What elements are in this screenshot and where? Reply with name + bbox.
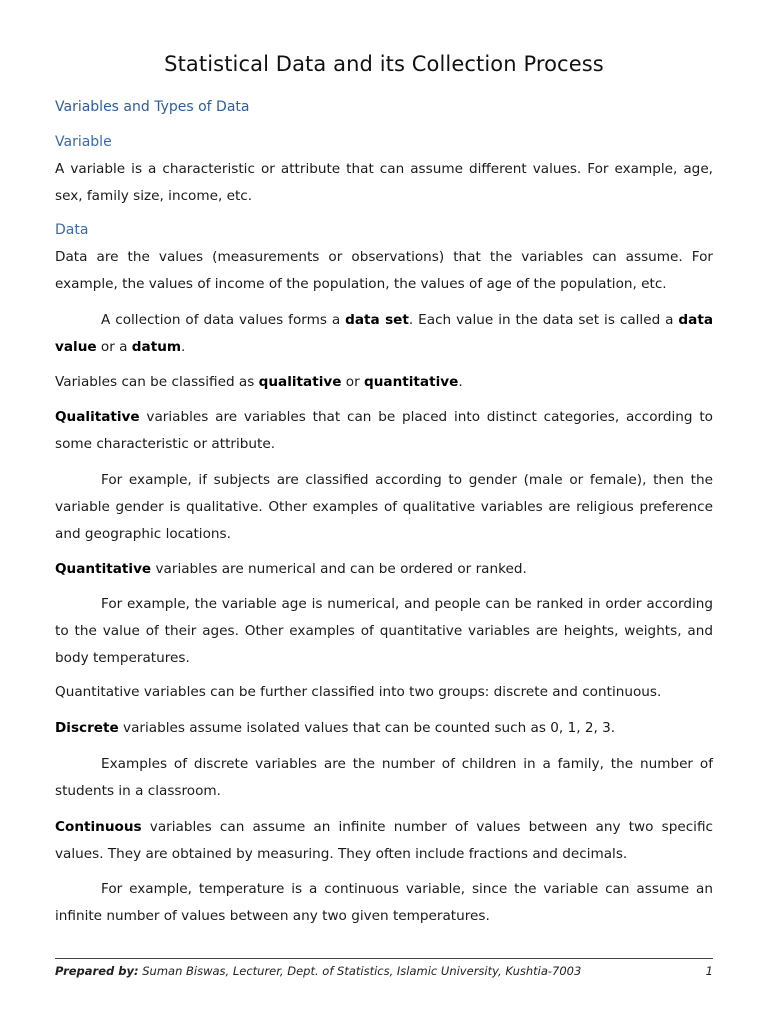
text-run: or [341, 374, 365, 390]
text-run: Variables can be classified as [55, 374, 259, 390]
quantitative-paragraph [55, 556, 713, 583]
footer-credit [55, 964, 581, 978]
data-heading: Data [55, 222, 89, 238]
text-run: variables are variables that can be placed into distinct categories, according to some characteristic or attribute. [55, 409, 713, 452]
text-run: variables can assume an infinite number of values between any two specific values. They are obtained by measuring. They often include fractions and decimals. [55, 819, 713, 862]
footer-text: Suman Biswas, Lecturer, Dept. of Statistics, Islamic University, Kushtia-7003 [138, 964, 582, 978]
text-run: A collection of data values forms a [101, 312, 346, 328]
term-data-set: data set [345, 312, 409, 328]
term-continuous: Continuous [55, 819, 142, 835]
term-qualitative: Qualitative [55, 409, 140, 425]
footer-label: Prepared by: [55, 964, 139, 978]
data-definition: Data are the values (measurements or observations) that the variables can assume. For example, the values of income of the population, the values of age of the population, etc. [55, 249, 713, 292]
page-number: 1 [705, 964, 713, 978]
term-quantitative: Quantitative [55, 561, 152, 577]
text-run: . [458, 374, 463, 390]
variable-heading: Variable [55, 134, 112, 150]
variable-definition: A variable is a characteristic or attribute that can assume different values. For example, age, sex, family size, income, etc. [55, 161, 713, 204]
groups-paragraph: Quantitative variables can be further classified into two groups: discrete and continuous. [55, 684, 662, 700]
term-discrete: Discrete [55, 720, 119, 736]
dataset-paragraph [55, 307, 713, 361]
text-run: . Each value in the data set is called a [408, 312, 679, 328]
classification-paragraph [55, 369, 713, 396]
footer-divider [55, 958, 713, 959]
continuous-example: For example, temperature is a continuous variable, since the variable can assume an infinite number of values between any two given temperatures. [55, 881, 713, 924]
quantitative-example: For example, the variable age is numerical, and people can be ranked in order according to the value of their ages. Other examples of quantitative variables are heights, weights, and body temperatures. [55, 596, 713, 666]
page-title: Statistical Data and its Collection Process [164, 52, 604, 76]
term-datum: datum [131, 339, 182, 355]
term-qualitative: qualitative [258, 374, 342, 390]
discrete-paragraph [55, 715, 713, 742]
text-run: variables are numerical and can be ordered or ranked. [151, 561, 527, 577]
section-heading: Variables and Types of Data [55, 99, 250, 115]
discrete-example: Examples of discrete variables are the number of children in a family, the number of students in a classroom. [55, 756, 713, 799]
term-quantitative: quantitative [364, 374, 459, 390]
text-run: variables assume isolated values that can be counted such as 0, 1, 2, 3. [118, 720, 616, 736]
page-footer [55, 964, 713, 978]
term-data-value: data value [55, 312, 713, 355]
text-run: . [181, 339, 186, 355]
qualitative-paragraph [55, 404, 713, 458]
qualitative-example: For example, if subjects are classified according to gender (male or female), then the variable gender is qualitative. Other examples of qualitative variables are religious preference and geographic locations. [55, 472, 713, 542]
continuous-paragraph [55, 814, 713, 868]
document-page [55, 0, 713, 1024]
text-run: or a [96, 339, 132, 355]
